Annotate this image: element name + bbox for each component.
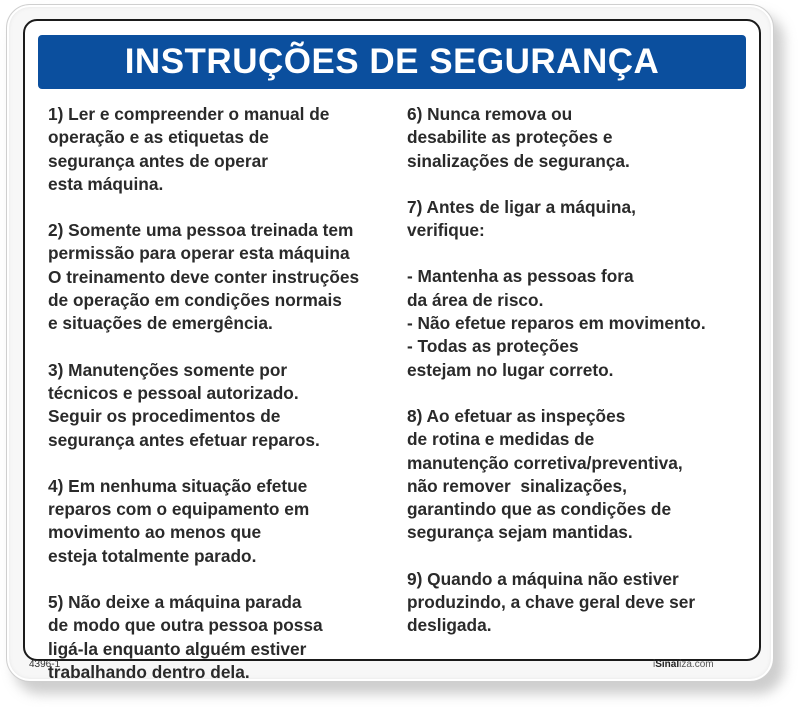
instruction-line: produzindo, a chave geral deve ser bbox=[407, 592, 696, 613]
instruction-item-4 bbox=[48, 475, 398, 568]
instruction-line: ligá-la enquanto alguém estiver bbox=[48, 638, 307, 659]
instruction-line: 8) Ao efetuar as inspeções bbox=[407, 405, 626, 426]
instruction-item-10 bbox=[407, 568, 752, 638]
instruction-line: - Todas as proteções bbox=[407, 336, 579, 357]
instruction-line: manutenção corretiva/preventiva, bbox=[407, 452, 683, 473]
instruction-line: - Mantenha as pessoas fora bbox=[407, 266, 634, 287]
instruction-line: segurança antes de operar bbox=[48, 150, 268, 171]
instruction-line: 4) Em nenhuma situação efetue bbox=[48, 475, 308, 496]
instruction-line: esta máquina. bbox=[48, 173, 164, 194]
instruction-line: e situações de emergência. bbox=[48, 313, 273, 334]
right-instructions bbox=[407, 103, 752, 661]
instruction-item-8 bbox=[407, 265, 752, 381]
instruction-line: Seguir os procedimentos de bbox=[48, 406, 281, 427]
instruction-line: de rotina e medidas de bbox=[407, 429, 595, 450]
instruction-line: 2) Somente uma pessoa treinada tem bbox=[48, 220, 354, 241]
instruction-item-2 bbox=[48, 219, 398, 335]
instruction-item-7 bbox=[407, 196, 752, 243]
instruction-line: 9) Quando a máquina não estiver bbox=[407, 568, 679, 589]
instruction-line: sinalizações de segurança. bbox=[407, 150, 630, 171]
instruction-line: 1) Ler e compreender o manual de bbox=[48, 104, 330, 124]
safety-sign bbox=[6, 4, 774, 682]
sign-title: INSTRUÇÕES DE SEGURANÇA bbox=[38, 35, 746, 89]
instruction-line: técnicos e pessoal autorizado. bbox=[48, 382, 299, 403]
instruction-item-6 bbox=[407, 103, 752, 173]
instruction-line: movimento ao menos que bbox=[48, 522, 262, 543]
instruction-item-9 bbox=[407, 405, 752, 545]
instruction-line: esteja totalmente parado. bbox=[48, 545, 257, 566]
left-instructions bbox=[48, 103, 398, 707]
instruction-line: permissão para operar esta máquina bbox=[48, 243, 350, 264]
instruction-line: desligada. bbox=[407, 615, 492, 636]
instruction-line: trabalhando dentro dela. bbox=[48, 661, 250, 682]
instruction-line: desabilite as proteções e bbox=[407, 127, 613, 148]
instruction-line: 6) Nunca remova ou bbox=[407, 104, 573, 124]
instruction-line: segurança sejam mantidas. bbox=[407, 522, 633, 543]
instruction-line: garantindo que as condições de bbox=[407, 499, 672, 520]
instruction-line: segurança antes efetuar reparos. bbox=[48, 429, 320, 450]
instruction-line: de operação em condições normais bbox=[48, 290, 342, 311]
instruction-item-3 bbox=[48, 359, 398, 452]
instruction-line: operação e as etiquetas de bbox=[48, 127, 269, 148]
brand-logo: iSinaliza.com bbox=[653, 659, 714, 670]
instruction-item-5 bbox=[48, 591, 398, 684]
instruction-line: 7) Antes de ligar a máquina, bbox=[407, 196, 636, 217]
instruction-line: 5) Não deixe a máquina parada bbox=[48, 592, 302, 613]
instruction-line: não remover sinalizações, bbox=[407, 475, 627, 496]
instruction-line: de modo que outra pessoa possa bbox=[48, 615, 323, 636]
instruction-line: da área de risco. bbox=[407, 289, 544, 310]
instruction-line: - Não efetue reparos em movimento. bbox=[407, 313, 706, 334]
instruction-item-1 bbox=[48, 103, 398, 196]
instruction-line: verifique: bbox=[407, 220, 485, 241]
instruction-line: O treinamento deve conter instruções bbox=[48, 266, 360, 287]
product-code: 4396-1 bbox=[29, 659, 61, 670]
instruction-line: reparos com o equipamento em bbox=[48, 499, 310, 520]
instruction-line: 3) Manutenções somente por bbox=[48, 359, 288, 380]
instruction-line: estejam no lugar correto. bbox=[407, 359, 614, 380]
